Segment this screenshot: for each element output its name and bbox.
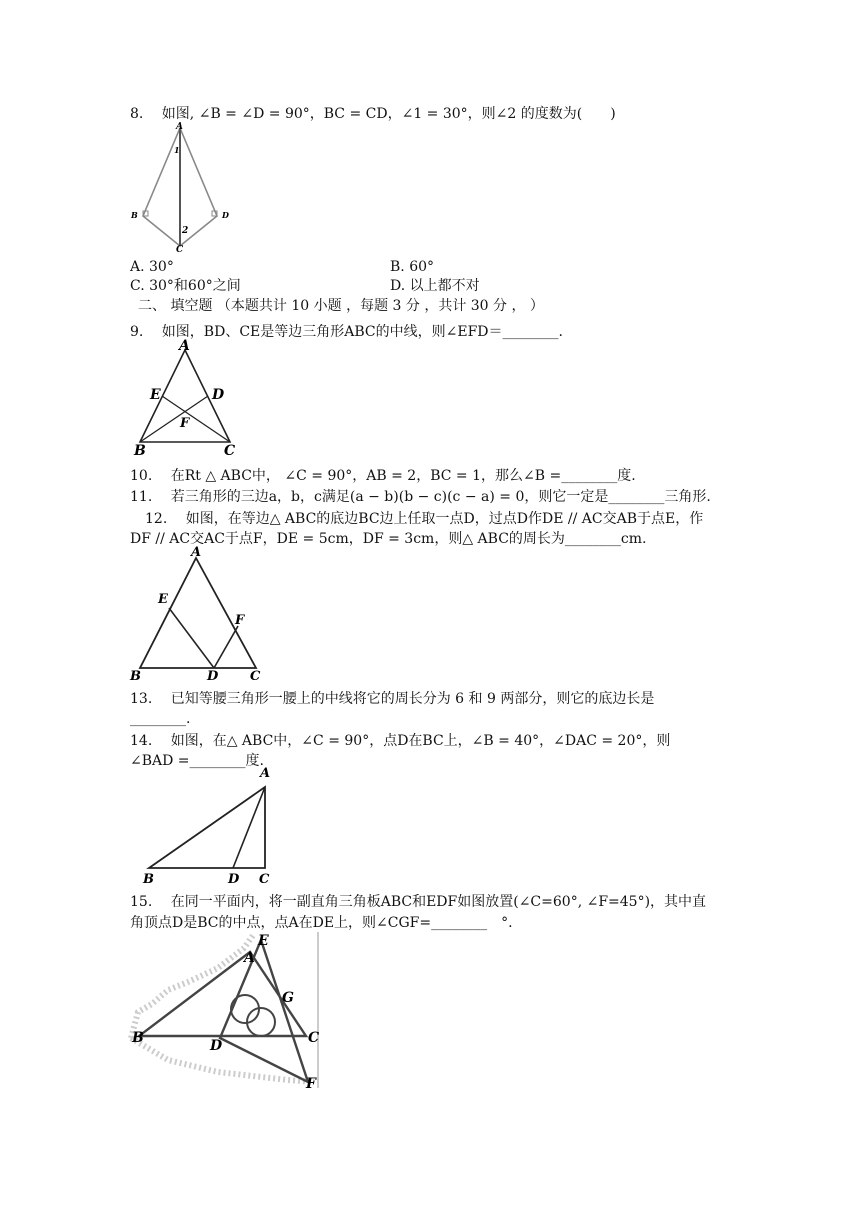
q11-stem: 11. 若三角形的三边a，b，c满足(a − b)(b − c)(c − a) = 0，则它一定是________三角形.: [130, 489, 711, 505]
q12-label-c: C: [250, 669, 261, 684]
q9-label-e: E: [150, 387, 161, 403]
q15-label-a: A: [244, 950, 255, 966]
q15-stem-line1: 15. 在同一平面内，将一副直角三角板ABC和EDF如图放置(∠C=60°, ∠F=45°)，其中直: [130, 894, 707, 910]
q15-label-c: C: [308, 1030, 320, 1046]
q13-stem-line1: 13. 已知等腰三角形一腰上的中线将它的周长分为 6 和 9 两部分，则它的底边长是: [130, 691, 655, 707]
q12-label-b: B: [130, 669, 141, 684]
q8-label-a: A: [176, 122, 183, 132]
q9-label-f: F: [180, 416, 190, 431]
q15-stem-line2: 角顶点D是BC的中点，点A在DE上，则∠CGF=________ °.: [130, 915, 513, 931]
q12-label-f: F: [235, 613, 245, 628]
q14-stem-line2: ∠BAD =________度.: [130, 753, 264, 769]
q13-stem-line2: ________.: [130, 711, 191, 727]
q14-figure: [138, 765, 283, 890]
q15-label-d: D: [210, 1038, 223, 1054]
q14-stem-line1: 14. 如图，在△ ABC中，∠C = 90°，点D在BC上，∠B = 40°，∠DAC = 20°，则: [130, 733, 671, 749]
q9-figure: [130, 338, 250, 460]
q8-label-1: 1: [174, 145, 180, 155]
q12-stem-line1: 12. 如图，在等边△ ABC的底边BC边上任取一点D，过点D作DE // AC交AB于点E，作: [145, 511, 704, 527]
q14-label-b: B: [143, 872, 154, 887]
q8-option-b: B. 60°: [390, 259, 435, 275]
q8-figure: [125, 120, 245, 255]
q8-option-d: D. 以上都不对: [390, 278, 480, 294]
q12-figure: [128, 540, 273, 685]
q12-label-d: D: [207, 669, 219, 684]
q9-label-a: A: [179, 338, 190, 354]
section-title: 二、 填空题 （本题共计 10 小题 ，每题 3 分 ，共计 30 分 ， ）: [138, 298, 544, 314]
q15-label-b: B: [132, 1030, 144, 1046]
q12-label-a: A: [191, 545, 202, 560]
q15-figure: [128, 930, 328, 1092]
q10-stem: 10. 在Rt △ ABC中， ∠C = 90°，AB = 2，BC = 1，那么∠B =________度.: [130, 468, 636, 484]
q15-label-e: E: [258, 933, 269, 949]
q8-label-2: 2: [182, 226, 189, 236]
q12-label-e: E: [158, 592, 168, 607]
q8-label-d: D: [222, 210, 229, 220]
q9-label-b: B: [134, 443, 146, 459]
q15-label-f: F: [306, 1076, 316, 1092]
q9-stem: 9. 如图，BD、CE是等边三角形ABC的中线，则∠EFD＝________.: [130, 324, 563, 340]
q8-label-c: C: [176, 245, 184, 255]
q8-option-a: A. 30°: [130, 259, 174, 275]
q14-label-c: C: [259, 872, 270, 887]
q14-label-d: D: [228, 872, 240, 887]
q12-stem-line2: DF // AC交AC于点F，DE = 5cm，DF = 3cm，则△ ABC的周长为________cm.: [130, 531, 647, 547]
q8-stem: 8. 如图, ∠B = ∠D = 90°，BC = CD，∠1 = 30°，则∠2 的度数为( ): [130, 106, 616, 122]
q9-label-d: D: [212, 387, 225, 403]
q8-label-b: B: [131, 210, 138, 220]
q15-label-g: G: [282, 990, 294, 1006]
q8-option-c: C. 30°和60°之间: [130, 278, 241, 294]
q9-label-c: C: [224, 443, 236, 459]
q14-label-a: A: [260, 766, 271, 781]
